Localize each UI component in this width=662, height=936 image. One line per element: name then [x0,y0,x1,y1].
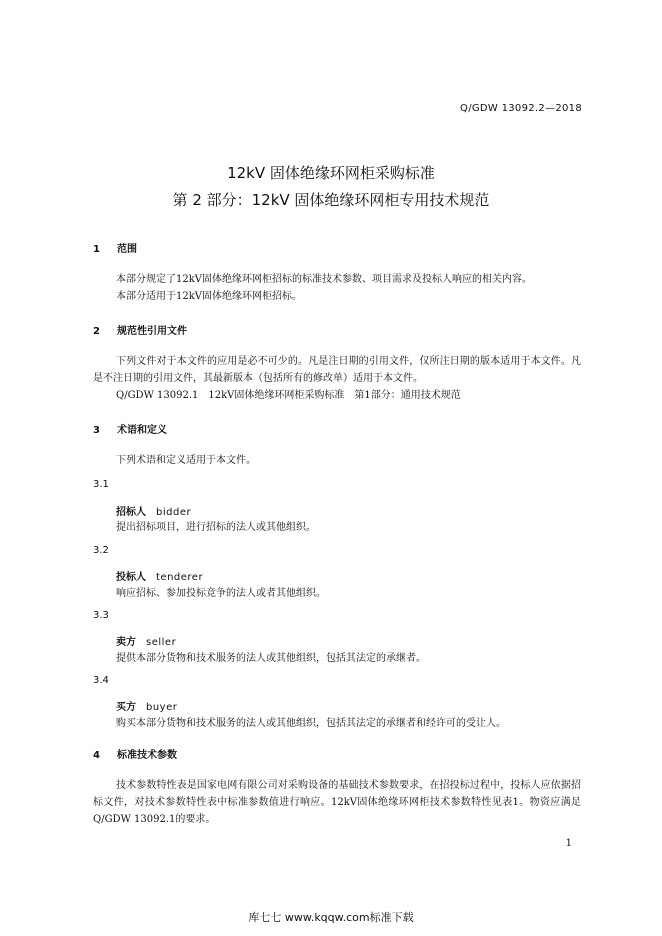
section-1-heading [93,240,137,255]
section-number: 2 [93,326,100,337]
term-definition: 提供本部分货物和技术服务的法人或其他组织，包括其法定的承继者。 [116,653,426,664]
term-english: buyer [146,702,178,713]
term-heading [116,568,203,583]
section-1-paragraph-2: 本部分适用于12kV固体绝缘环网柜招标。 [116,291,303,302]
term-chinese: 招标人 [116,507,146,518]
standard-code: Q/GDW 13092.2—2018 [460,103,582,114]
term-definition: 响应招标、参加投标竞争的法人或者其他组织。 [116,588,326,599]
term-heading [116,503,191,518]
term-heading [116,633,176,648]
section-1-paragraph-1: 本部分规定了12kV固体绝缘环网柜招标的标准技术参数、项目需求及投标人响应的相关内容。 [116,274,533,285]
term-chinese: 卖方 [116,637,136,648]
term-chinese: 投标人 [116,572,146,583]
section-number: 3 [93,425,100,436]
section-2-reference: Q/GDW 13092.1 12kV固体绝缘环网柜采购标准 第1部分：通用技术规范 [116,390,461,401]
term-number: 3.3 [93,610,109,621]
term-chinese: 买方 [116,702,136,713]
page-number: 1 [565,838,572,849]
term-english: seller [146,637,177,648]
section-3-heading [93,421,167,436]
term-english: tenderer [156,572,204,583]
term-number: 3.4 [93,675,109,686]
term-english: bidder [156,507,192,518]
document-title-line1: 12kV 固体绝缘环网柜采购标准 [227,164,435,182]
section-number: 4 [93,750,100,761]
term-definition: 购买本部分货物和技术服务的法人或其他组织，包括其法定的承继者和经许可的受让人。 [116,718,506,729]
section-4-paragraph-1: 技术参数特性表是国家电网有限公司对采购设备的基础技术参数要求，在招投标过程中，投标人应依据招标文件，对技术参数特性表中标准参数值进行响应。12kV固体绝缘环网柜技术参数特性见表1。物资应满足Q/GDW 13092.1的要求。 [93,780,581,825]
section-2-heading [93,322,187,337]
section-4-heading [93,746,177,761]
section-number: 1 [93,244,100,255]
section-3-paragraph-1: 下列术语和定义适用于本文件。 [116,455,256,466]
section-title: 术语和定义 [117,425,167,436]
section-title: 范围 [117,244,137,255]
document-title-line2: 第 2 部分：12kV 固体绝缘环网柜专用技术规范 [172,191,490,209]
term-number: 3.1 [93,479,109,490]
footer-watermark: 库七七 www.kqqw.com标准下载 [248,911,414,924]
term-number: 3.2 [93,545,109,556]
term-definition: 提出招标项目，进行招标的法人或其他组织。 [116,522,316,533]
term-heading [116,698,177,713]
section-2-paragraph-1: 下列文件对于本文件的应用是必不可少的。凡是注日期的引用文件，仅所注日期的版本适用于本文件。凡是不注日期的引用文件，其最新版本（包括所有的修改单）适用于本文件。 [93,356,581,384]
section-title: 标准技术参数 [117,750,177,761]
section-title: 规范性引用文件 [117,326,187,337]
